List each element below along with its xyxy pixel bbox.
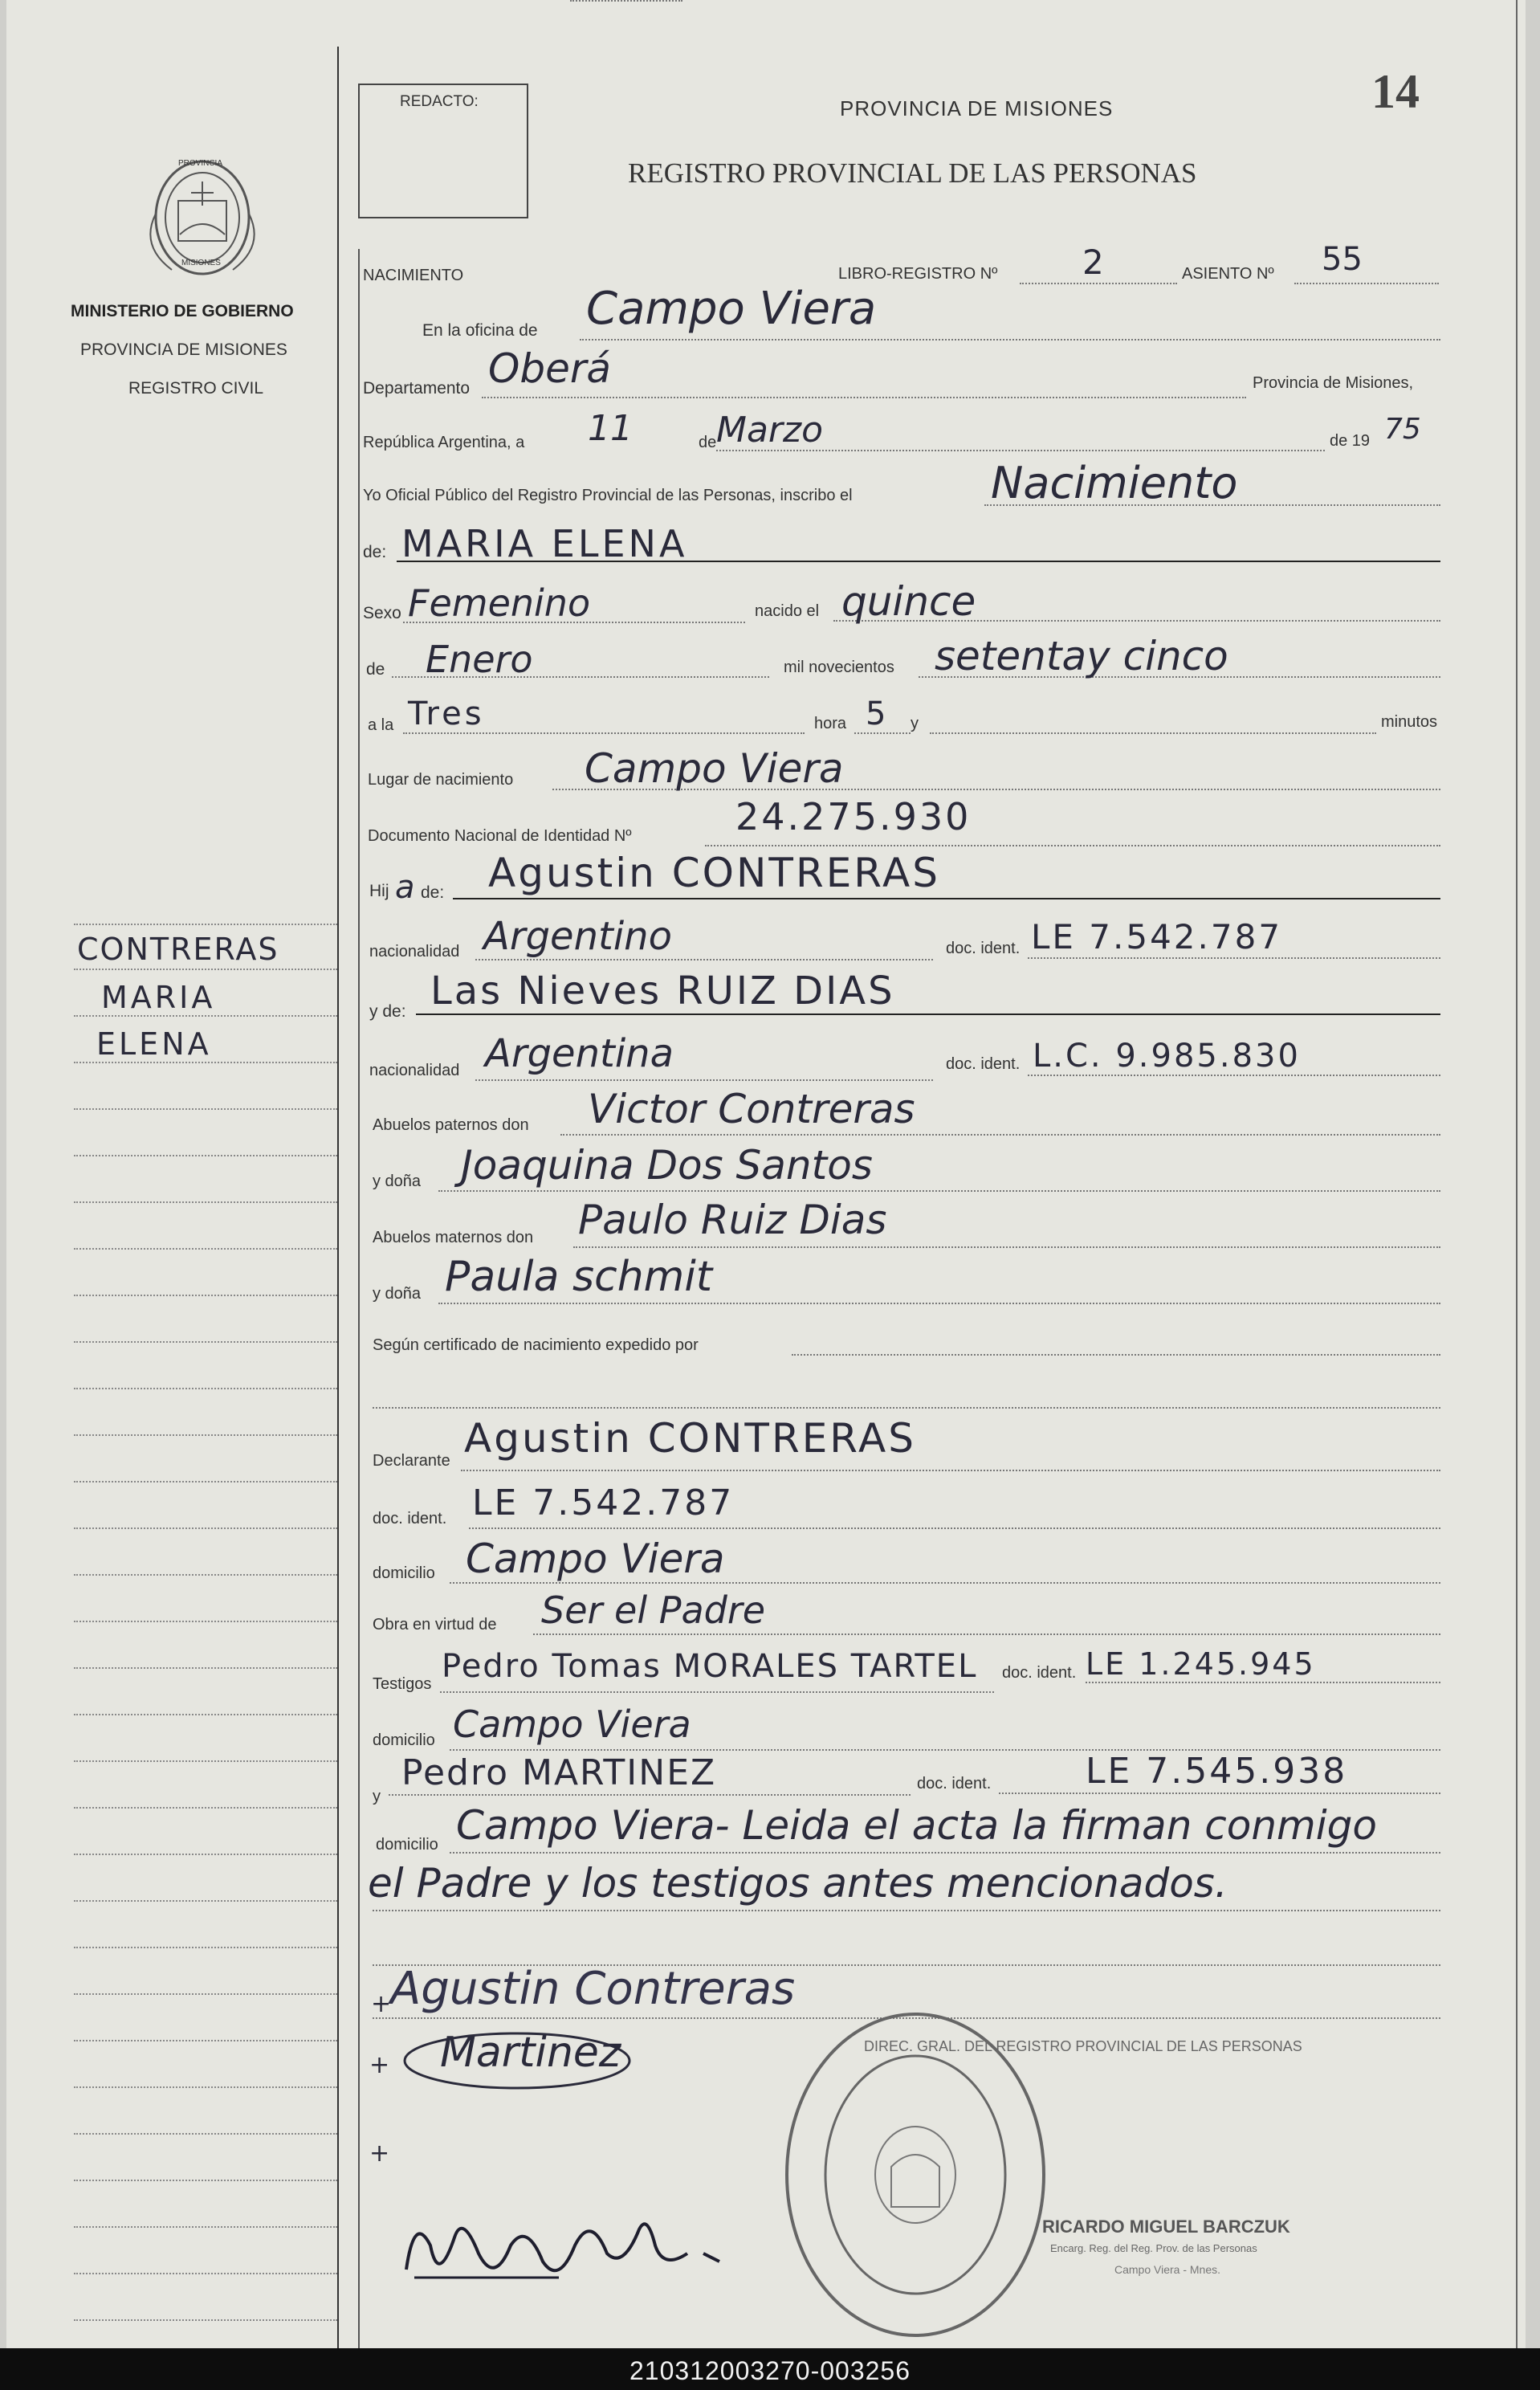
signature-mark-3: + xyxy=(369,2139,390,2168)
content-left-rule xyxy=(358,249,360,2348)
label-sexo: Sexo xyxy=(363,604,401,622)
label-nacimiento: NACIMIENTO xyxy=(363,267,464,284)
label-de-year: de 19 xyxy=(1330,432,1371,450)
dots-segun xyxy=(792,1354,1440,1356)
label-yde: y de: xyxy=(369,1002,406,1021)
dots-doc-padre xyxy=(1028,957,1440,959)
dots-domicilio-decl xyxy=(450,1582,1440,1584)
stamp-place: Campo Viera - Mnes. xyxy=(1114,2263,1221,2276)
label-de-mes: de xyxy=(699,434,717,451)
label-ala: a la xyxy=(368,716,394,734)
dots-cierre xyxy=(373,1910,1440,1911)
dots-minutos xyxy=(930,732,1376,734)
label-testigos: Testigos xyxy=(373,1675,432,1693)
value-doc-padre: LE 7.542.787 xyxy=(1031,917,1283,956)
value-doc-declarante: LE 7.542.787 xyxy=(472,1483,735,1523)
value-dni: 24.275.930 xyxy=(735,795,972,838)
value-abuelo-pat: Victor Contreras xyxy=(588,1086,915,1132)
dots-libro xyxy=(1020,283,1177,284)
dots-departamento xyxy=(482,397,1246,398)
label-doc-padre: doc. ident. xyxy=(946,940,1021,957)
value-abuelo-mat: Paulo Ruiz Dias xyxy=(578,1197,887,1243)
dots-obra xyxy=(533,1633,1440,1635)
stamp-ring-text: DIREC. GRAL. DEL REGISTRO PROVINCIAL DE LAS PERSONAS xyxy=(864,2038,1302,2054)
official-stamp-icon xyxy=(779,2006,1052,2343)
seal-text-bottom: MISIONES xyxy=(181,259,221,267)
signature-mark-1: + xyxy=(371,1990,392,2018)
label-doc-testigo1: doc. ident. xyxy=(1002,1664,1077,1682)
label-nac-madre: nacionalidad xyxy=(369,1062,460,1079)
value-mes-nac: Enero xyxy=(426,638,533,681)
value-nac-madre: Argentina xyxy=(485,1031,674,1076)
dots-doc-madre xyxy=(1028,1075,1440,1076)
label-mil: mil novecientos xyxy=(784,659,894,676)
label-documento: Documento Nacional de Identidad Nº xyxy=(368,827,632,845)
redacto-label: REDACTO: xyxy=(400,93,479,110)
dots-declarante xyxy=(461,1470,1440,1471)
value-mes: Marzo xyxy=(716,410,824,451)
label-doc-testigo2: doc. ident. xyxy=(917,1775,992,1792)
value-sexo: Femenino xyxy=(408,581,591,625)
label-obra: Obra en virtud de xyxy=(373,1616,497,1633)
margin-note-surname: CONTRERAS xyxy=(77,932,279,967)
label-departamento: Departamento xyxy=(363,379,471,398)
value-abuela-pat: Joaquina Dos Santos xyxy=(461,1142,873,1189)
dots-segun2 xyxy=(373,1407,1440,1409)
value-departamento: Oberá xyxy=(488,345,612,392)
label-domicilio-decl: domicilio xyxy=(373,1564,435,1582)
value-testigo1: Pedro Tomas MORALES TARTEL xyxy=(442,1648,978,1685)
label-oficina: En la oficina de xyxy=(422,321,538,340)
value-obra: Ser el Padre xyxy=(541,1589,766,1632)
label-minutos: minutos xyxy=(1381,713,1438,731)
label-nacido: nacido el xyxy=(755,602,820,620)
signature-martinez: Martinez xyxy=(440,2029,621,2077)
sidebar-civil-registry: REGISTRO CIVIL xyxy=(128,379,264,398)
dots-abuelo-pat xyxy=(560,1134,1440,1136)
dots-abuelo-mat xyxy=(573,1246,1440,1248)
dots-testigo2 xyxy=(389,1794,911,1796)
dots-asiento xyxy=(1294,283,1439,284)
value-declarante: Agustin CONTRERAS xyxy=(464,1415,916,1462)
value-domicilio-t1: Campo Viera xyxy=(453,1703,691,1746)
left-margin-rule xyxy=(337,47,339,2348)
value-hora-num: 5 xyxy=(866,695,886,732)
label-segun: Según certificado de nacimiento expedido por xyxy=(373,1336,699,1354)
label-asiento: ASIENTO Nº xyxy=(1182,265,1274,283)
rule-madre xyxy=(416,1014,1440,1015)
dots-hora-num xyxy=(854,732,911,734)
stamp-title: Encarg. Reg. del Reg. Prov. de las Personas xyxy=(1050,2242,1257,2254)
value-hora-txt: Tres xyxy=(408,695,485,732)
value-nacido: quince xyxy=(841,578,976,625)
seal-text-top: PROVINCIA xyxy=(178,159,223,168)
value-asiento: 55 xyxy=(1322,241,1363,278)
value-acto: Nacimiento xyxy=(991,458,1238,508)
label-nac-padre: nacionalidad xyxy=(369,943,460,960)
label-y-testigo2: y xyxy=(373,1788,381,1805)
header-registry: REGISTRO PROVINCIAL DE LAS PERSONAS xyxy=(628,157,1197,189)
value-anio: 75 xyxy=(1384,413,1421,446)
label-hij: Hij xyxy=(369,882,389,900)
value-doc-testigo2: LE 7.545.938 xyxy=(1086,1751,1348,1792)
value-abuela-mat: Paula schmit xyxy=(445,1253,713,1301)
label-oficial: Yo Oficial Público del Registro Provincial de las Personas, inscribo el xyxy=(363,487,853,504)
signature-mark-2: + xyxy=(369,2051,390,2079)
dots-doc-declarante xyxy=(469,1527,1440,1529)
signature-agustin: Agustin Contreras xyxy=(390,1963,796,2015)
dots-doc-testigo2 xyxy=(999,1792,1440,1794)
label-domicilio-t1: domicilio xyxy=(373,1731,435,1749)
label-abuelos-mat: Abuelos maternos don xyxy=(373,1229,534,1246)
label-republica: República Argentina, a xyxy=(363,434,525,451)
value-hij-suffix: a xyxy=(395,869,415,906)
dots-documento xyxy=(705,845,1440,846)
dots-dia xyxy=(570,0,682,2)
dots-nac-padre xyxy=(475,959,933,960)
label-de-nombre: de: xyxy=(363,543,387,561)
label-lugar: Lugar de nacimiento xyxy=(368,771,514,789)
margin-note-name1: MARIA xyxy=(101,980,216,1015)
dots-abuela-mat xyxy=(438,1303,1440,1304)
stamp-name: RICARDO MIGUEL BARCZUK xyxy=(1042,2217,1290,2237)
value-padre: Agustin CONTRERAS xyxy=(488,850,940,896)
label-y-minutos: y xyxy=(911,715,919,732)
label-provincia-misiones: Provincia de Misiones, xyxy=(1253,374,1414,392)
value-oficina: Campo Viera xyxy=(586,283,877,335)
value-nac-padre: Argentino xyxy=(483,914,672,959)
value-anio-nac: setentay cinco xyxy=(935,633,1228,679)
value-doc-testigo1: LE 1.245.945 xyxy=(1086,1646,1316,1682)
label-hij-de: de: xyxy=(421,883,445,902)
label-doc-madre: doc. ident. xyxy=(946,1055,1021,1073)
dots-domicilio-t2 xyxy=(450,1852,1440,1854)
header-province: PROVINCIA DE MISIONES xyxy=(840,96,1114,120)
label-ydona-mat: y doña xyxy=(373,1285,422,1303)
label-declarante: Declarante xyxy=(373,1452,450,1470)
footer-document-id: 210312003270-003256 xyxy=(629,2356,911,2385)
margin-note-name2: ELENA xyxy=(96,1026,212,1062)
value-domicilio-decl: Campo Viera xyxy=(466,1536,725,1582)
label-doc-declarante: doc. ident. xyxy=(373,1510,447,1527)
dots-hora-txt xyxy=(403,732,805,734)
label-ydona-pat: y doña xyxy=(373,1173,422,1190)
official-signature-icon xyxy=(398,2197,735,2302)
dots-abuela-pat xyxy=(438,1190,1440,1192)
value-libro: 2 xyxy=(1082,243,1104,282)
value-dia: 11 xyxy=(588,408,633,449)
dots-doc-testigo1 xyxy=(1086,1682,1440,1683)
label-mes-de: de xyxy=(366,660,385,679)
value-madre: Las Nieves RUIZ DIAS xyxy=(430,969,895,1014)
label-domicilio-t2: domicilio xyxy=(376,1836,438,1854)
dots-nac-madre xyxy=(475,1079,933,1081)
rule-padre xyxy=(453,898,1440,899)
sidebar-province: PROVINCIA DE MISIONES xyxy=(80,341,287,359)
value-nombre: MARIA ELENA xyxy=(401,522,688,565)
value-doc-madre: L.C. 9.985.830 xyxy=(1033,1038,1301,1075)
value-lugar: Campo Viera xyxy=(585,745,844,792)
right-edge-rule xyxy=(1516,0,1518,2348)
label-libro: LIBRO-REGISTRO Nº xyxy=(838,265,998,283)
value-domicilio-t2: Campo Viera- Leida el acta la firman conmigo xyxy=(456,1802,1377,1849)
label-hora: hora xyxy=(814,715,847,732)
dots-oficina xyxy=(580,339,1440,341)
value-cierre: el Padre y los testigos antes mencionados. xyxy=(368,1860,1228,1907)
value-testigo2: Pedro MARTINEZ xyxy=(401,1752,717,1793)
page-number: 14 xyxy=(1371,65,1420,118)
label-abuelos-pat: Abuelos paternos don xyxy=(373,1116,529,1134)
document-page xyxy=(6,0,1526,2348)
dots-testigo1 xyxy=(440,1691,994,1693)
sidebar-ministry: MINISTERIO DE GOBIERNO xyxy=(71,302,294,320)
